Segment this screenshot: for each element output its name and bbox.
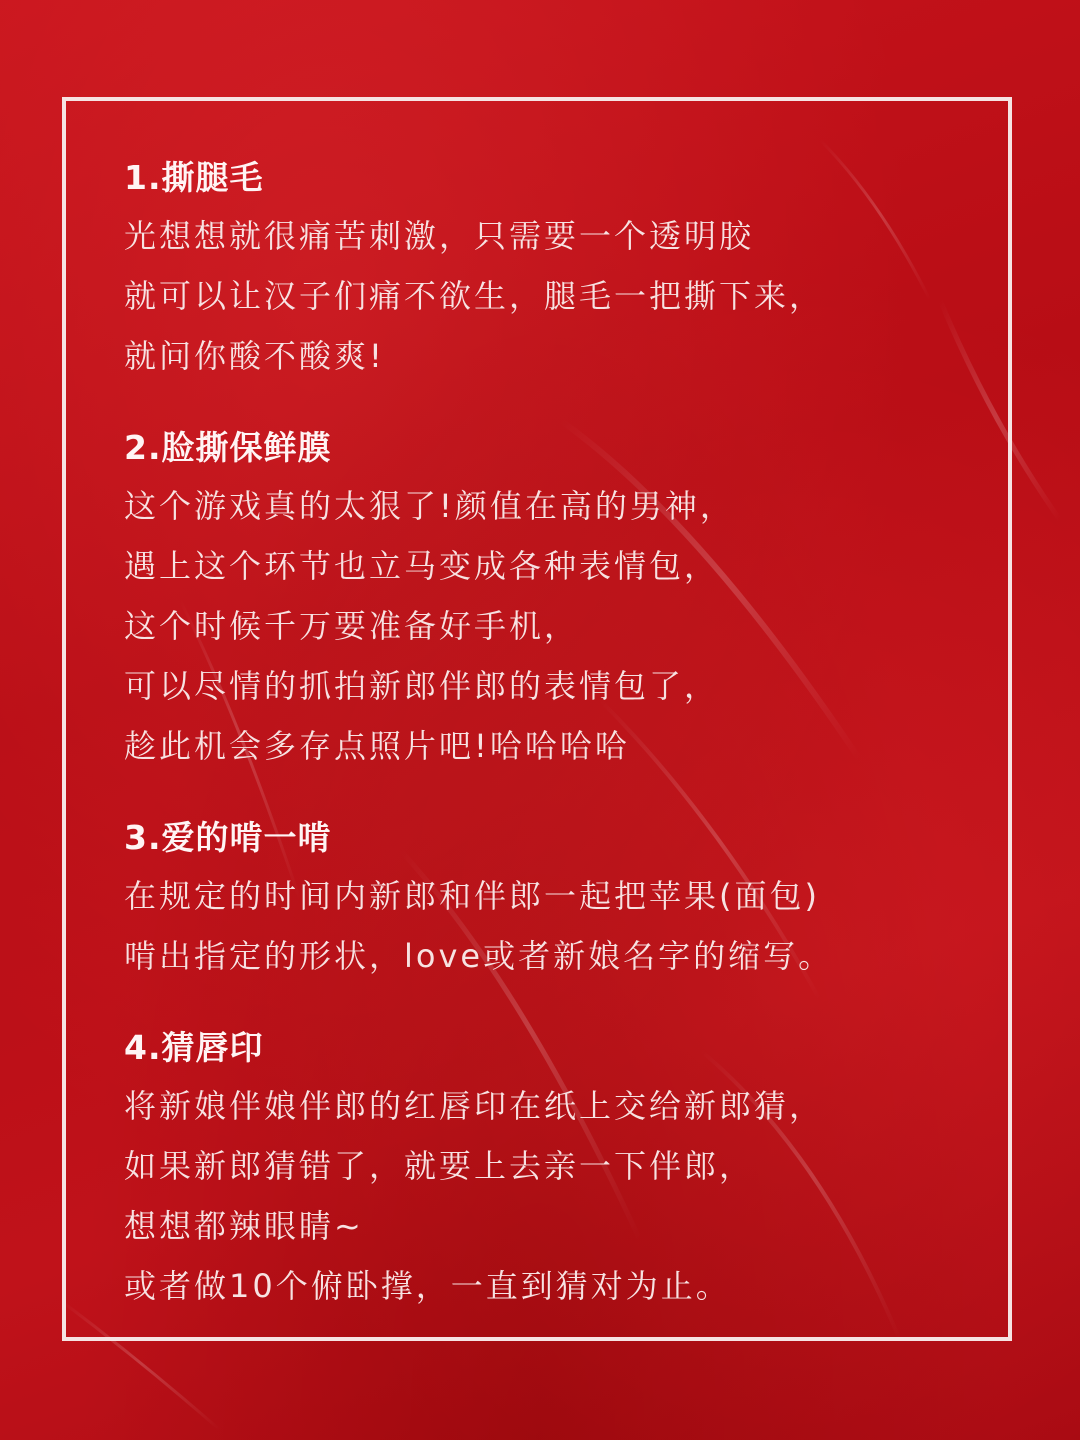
body-line: 这个游戏真的太狠了!颜值在高的男神，	[124, 487, 735, 525]
body-line: 遇上这个环节也立马变成各种表情包，	[124, 547, 720, 585]
section-title: 2.脸撕保鲜膜	[124, 428, 332, 467]
body-line: 趁此机会多存点照片吧!哈哈哈哈	[124, 727, 630, 765]
body-line: 将新娘伴娘伴郎的红唇印在纸上交给新郎猜，	[124, 1087, 825, 1125]
body-line: 如果新郎猜错了，就要上去亲一下伴郎，	[124, 1147, 755, 1185]
body-line: 这个时候千万要准备好手机，	[124, 607, 580, 645]
body-line: 啃出指定的形状，love或者新娘名字的缩写。	[124, 937, 834, 975]
section-4	[124, 1020, 984, 1316]
body-line: 就问你酸不酸爽!	[124, 337, 385, 375]
body-line: 在规定的时间内新郎和伴郎一起把苹果(面包)	[124, 877, 820, 915]
section-title: 4.猜唇印	[124, 1028, 264, 1067]
section-2	[124, 420, 984, 776]
body-line: 或者做10个俯卧撑，一直到猜对为止。	[124, 1267, 731, 1305]
section-title: 1.撕腿毛	[124, 158, 264, 197]
body-line: 想想都辣眼睛~	[124, 1207, 364, 1245]
body-line: 可以尽情的抓拍新郎伴郎的表情包了，	[124, 667, 720, 705]
body-line: 光想想就很痛苦刺激，只需要一个透明胶	[124, 217, 755, 255]
section-3	[124, 810, 984, 986]
section-1	[124, 150, 984, 386]
section-title: 3.爱的啃一啃	[124, 818, 332, 857]
body-line: 就可以让汉子们痛不欲生，腿毛一把撕下来，	[124, 277, 825, 315]
article-content	[124, 150, 984, 1316]
